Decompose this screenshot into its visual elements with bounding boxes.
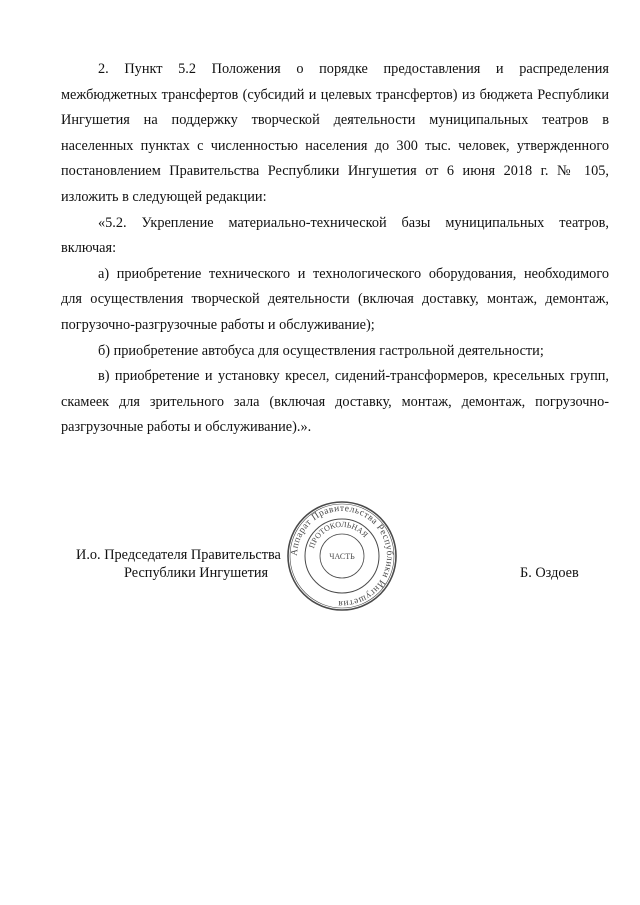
stamp-inner-text: ПРОТОКОЛЬНАЯ: [307, 519, 370, 550]
signer-position-line2: Республики Ингушетия: [124, 565, 269, 581]
paragraph-subitem-b: б) приобретение автобуса для осуществления гастрольной деятельности;: [98, 342, 544, 359]
paragraph-subitem-v: в) приобретение и установку кресел, сидений-трансформеров, кресельных групп, скамеек для зрительного зала (включая доставку, монтаж, демонтаж, погрузочно-разгрузочные работы и обслуживание).».: [61, 368, 609, 436]
document-body: [61, 57, 609, 441]
stamp-center-text: ЧАСТЬ: [329, 552, 355, 561]
paragraph-subitem-a: а) приобретение технического и технологического оборудования, необходимого для осуществления творческой деятельности (включая доставку, монтаж, демонтаж, погрузочно-разгрузочные работы и обслуживание);: [61, 265, 609, 333]
official-stamp: [286, 500, 398, 612]
stamp-outer-text: Аппарат Правительства Республики Ингушетия: [289, 503, 395, 609]
signer-name: Б. Оздоев: [520, 565, 579, 581]
paragraph-5-2: «5.2. Укрепление материально-технической базы муниципальных театров, включая:: [61, 214, 609, 257]
signer-position-line1: И.о. Председателя Правительства: [76, 547, 281, 563]
paragraph-item-2: 2. Пункт 5.2 Положения о порядке предоставления и распределения межбюджетных трансфертов (субсидий и целевых трансфертов) из бюджета Республики Ингушетия на поддержку творческой деятельности муниципальных театров в населенных пунктах с численностью населения до 300 тыс. человек, утвержденного постановлением Правительства Республики Ингушетия от 6 июня 2018 г. № 105, изложить в следующей редакции:: [61, 61, 609, 205]
